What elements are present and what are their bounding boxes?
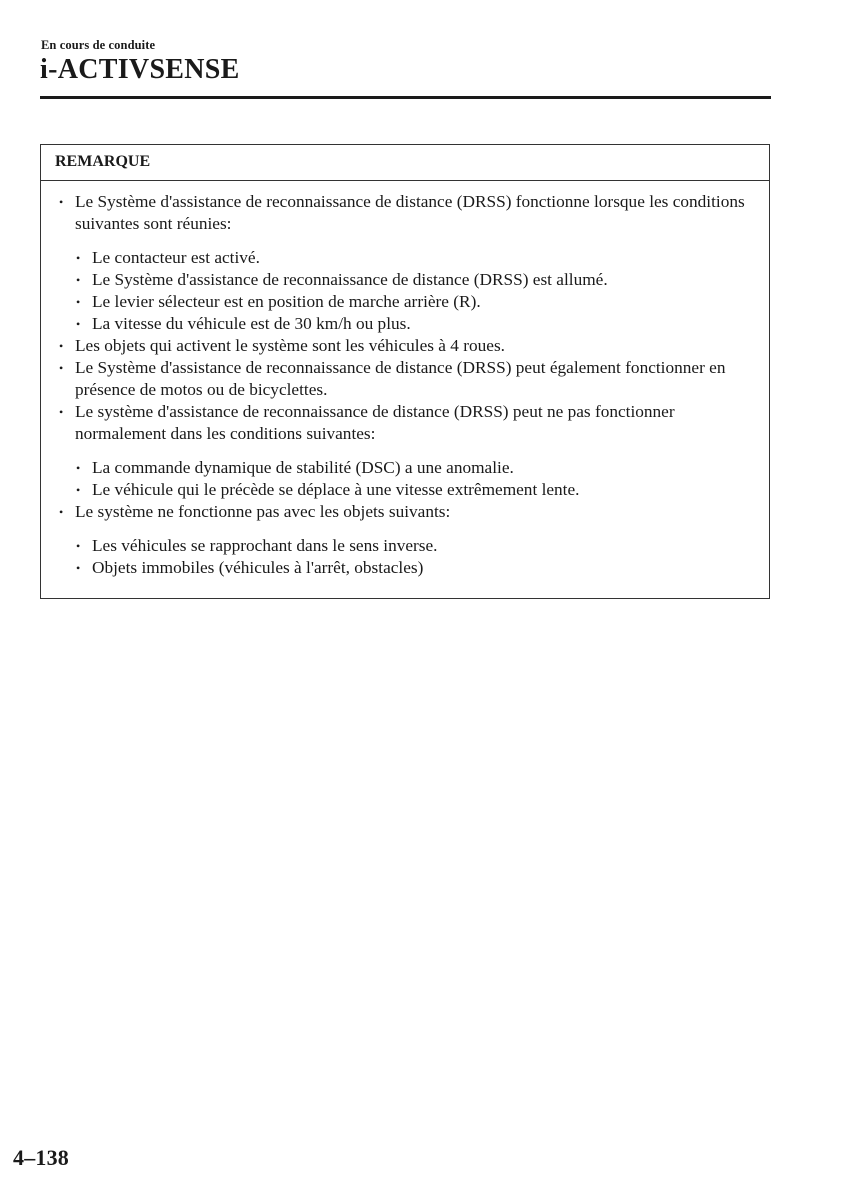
note-item: • Le Système d'assistance de reconnaissance de distance (DRSS) fonctionne lorsque les conditions suivantes sont réunies: xyxy=(59,191,757,235)
note-sub-item: • Le véhicule qui le précède se déplace à une vitesse extrêmement lente. xyxy=(59,479,757,501)
note-sub-item: • La commande dynamique de stabilité (DSC) a une anomalie. xyxy=(59,457,757,479)
note-sub-item: • Le Système d'assistance de reconnaissance de distance (DRSS) est allumé. xyxy=(59,269,757,291)
title-rule xyxy=(40,96,771,99)
note-body xyxy=(41,181,769,579)
note-heading: REMARQUE xyxy=(41,145,769,181)
note-item: • Le système ne fonctionne pas avec les objets suivants: xyxy=(59,501,757,523)
page-title: i-ACTIVSENSE xyxy=(40,54,240,85)
note-sub-item: • Le levier sélecteur est en position de marche arrière (R). xyxy=(59,291,757,313)
section-label: En cours de conduite xyxy=(41,38,156,52)
note-box xyxy=(40,144,770,599)
note-sub-item: • Les véhicules se rapprochant dans le sens inverse. xyxy=(59,535,757,557)
note-item: • Le système d'assistance de reconnaissance de distance (DRSS) peut ne pas fonctionner normalement dans les conditions suivantes: xyxy=(59,401,757,445)
note-item: • Les objets qui activent le système sont les véhicules à 4 roues. xyxy=(59,335,757,357)
note-sub-item: • Objets immobiles (véhicules à l'arrêt, obstacles) xyxy=(59,557,757,579)
note-sub-list xyxy=(59,247,757,335)
note-sub-list xyxy=(59,535,757,579)
note-item: • Le Système d'assistance de reconnaissance de distance (DRSS) peut également fonctionner en présence de motos ou de bicyclettes. xyxy=(59,357,757,401)
note-sub-item: • La vitesse du véhicule est de 30 km/h ou plus. xyxy=(59,313,757,335)
page-number: 4–138 xyxy=(13,1145,69,1170)
note-sub-item: • Le contacteur est activé. xyxy=(59,247,757,269)
note-sub-list xyxy=(59,457,757,501)
